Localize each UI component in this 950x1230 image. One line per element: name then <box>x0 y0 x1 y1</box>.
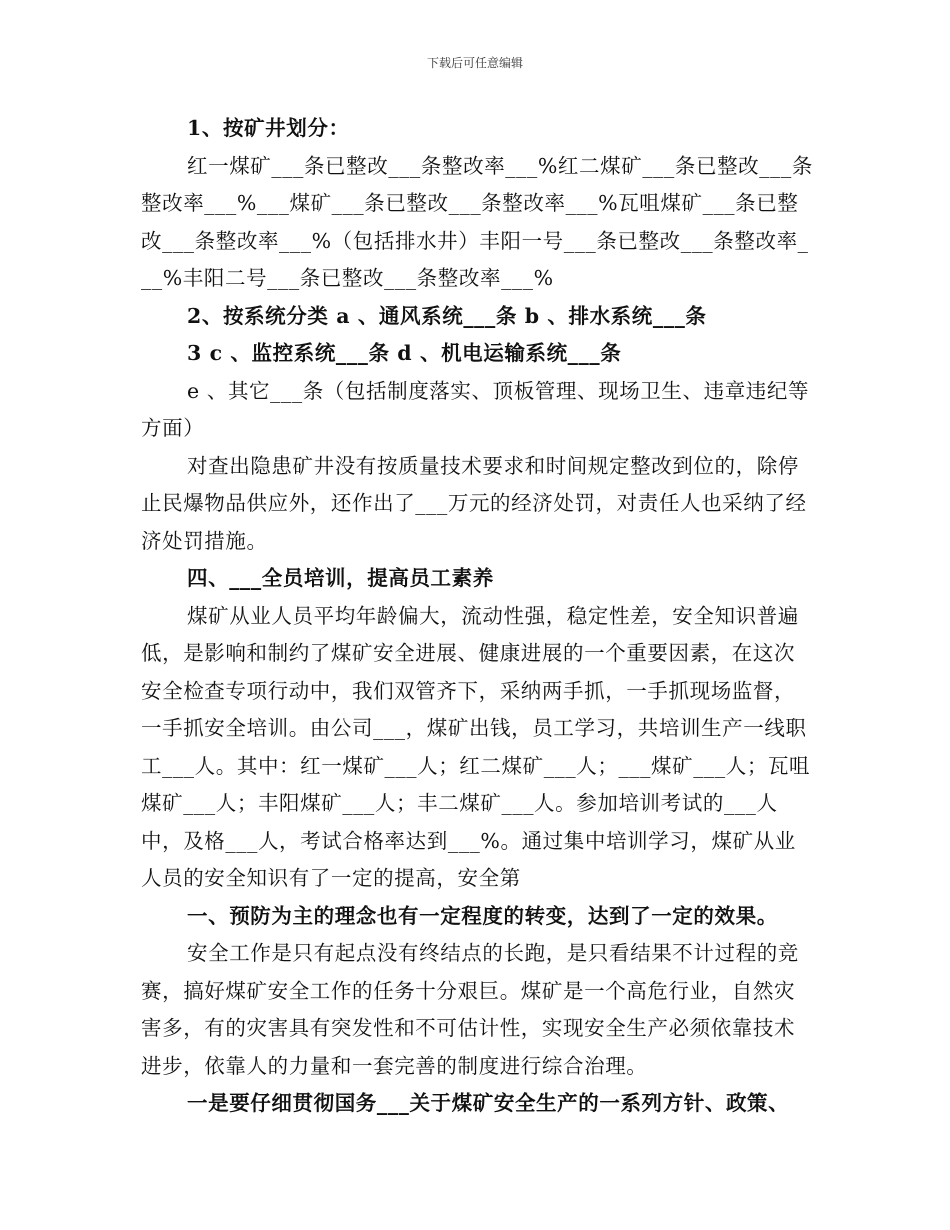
paragraph-training: 煤矿从业人员平均年龄偏大，流动性强，稳定性差，安全知识普遍低，是影响和制约了煤矿安全进展、健康进展的一个重要因素，在这次安全检查专项行动中，我们双管齐下，采纳两手抓，一手抓现场监督，一手抓安全培训。由公司___，煤矿出钱，员工学习，共培训生产一线职工___人。其中：红一煤矿___人；红二煤矿___人；___煤矿___人；瓦咀煤矿___人；丰阳煤矿___人；丰二煤矿___人。参加培训考试的___人中，及格___人，考试合格率达到___%。通过集中培训学习，煤矿从业人员的安全知识有了一定的提高，安全第 <box>141 603 811 890</box>
paragraph-other-items: e 、其它___条（包括制度落实、顶板管理、现场卫生、违章违纪等方面） <box>141 378 810 440</box>
paragraph-safety-work: 安全工作是只有起点没有终结点的长跑，是只看结果不计过程的竞赛，搞好煤矿安全工作的任务十分艰巨。煤矿是一个高危行业，自然灾害多，有的灾害具有突发性和不可估计性，实现安全生产必须依靠技术进步，依靠人的力量和一套完善的制度进行综合治理。 <box>141 941 799 1078</box>
section-heading-by-mine: 1、按矿井划分： <box>187 116 350 140</box>
section-heading-policy: 一是要仔细贯彻国务___关于煤矿安全生产的一系列方针、政策、 <box>187 1091 790 1115</box>
paragraph-penalties: 对查出隐患矿井没有按质量技术要求和时间规定整改到位的，除停止民爆物品供应外，还作出了___万元的经济处罚，对责任人也采纳了经济处罚措施。 <box>141 453 807 553</box>
section-heading-by-system-2: 3 c 、监控系统___条 d 、机电运输系统___条 <box>187 341 622 365</box>
section-heading-by-system-1: 2、按系统分类 a 、通风系统___条 b 、排水系统___条 <box>187 303 707 328</box>
section-heading-prevention: 一、预防为主的理念也有一定程度的转变，达到了一定的效果。 <box>187 903 778 928</box>
document-body <box>141 110 813 1123</box>
page-header: 下载后可任意编辑 <box>426 56 523 70</box>
paragraph-mine-statistics: 红一煤矿___条已整改___条整改率___%红二煤矿___条已整改___条整改率___%___煤矿___条已整改___条整改率___%瓦咀煤矿___条已整改___条整改率___%（包括排水井）丰阳一号___条已整改___条整改率___%丰阳二号___条已整改___条整改率___% <box>141 153 813 290</box>
section-heading-training: 四、___全员培训，提高员工素养 <box>187 566 494 590</box>
